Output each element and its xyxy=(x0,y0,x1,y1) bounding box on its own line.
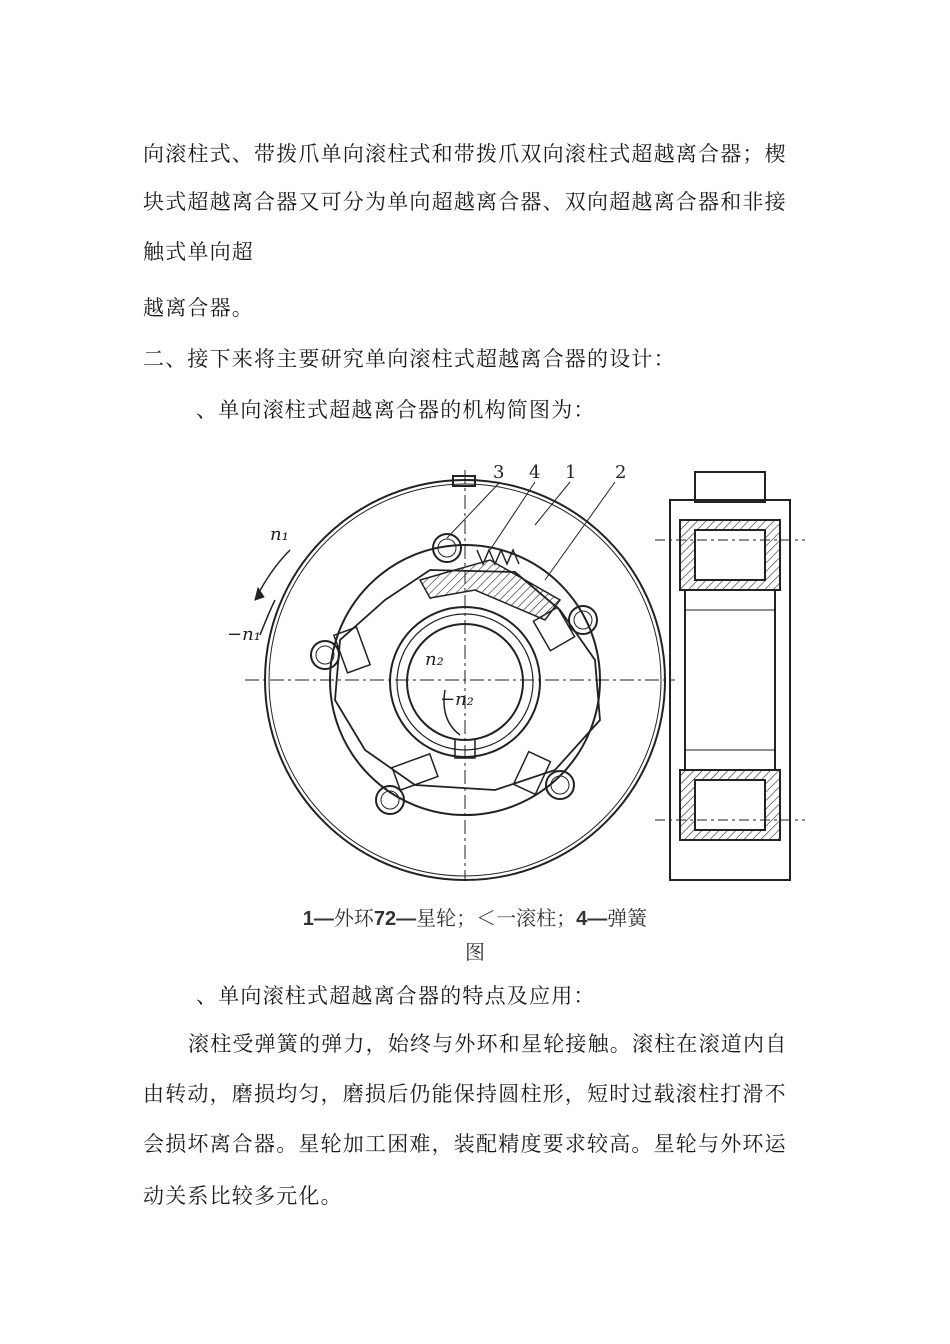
subsection2-heading: 、单向滚柱式超越离合器的特点及应用： xyxy=(196,984,596,1008)
figure-caption-line2: 图 xyxy=(465,940,485,964)
label-neg-n2: −n₂ xyxy=(440,689,474,710)
label-2: 2 xyxy=(615,462,627,483)
label-3: 3 xyxy=(493,462,505,483)
para2-line4: 动关系比较多元化。 xyxy=(143,1184,343,1208)
caption-part3: 72— xyxy=(373,908,417,930)
caption-part4: 星轮；＜一滚柱； xyxy=(416,908,577,930)
clutch-mechanism-diagram xyxy=(215,460,815,890)
para2-line2: 由转动，磨损均匀，磨损后仍能保持圆柱形，短时过载滚柱打滑不 xyxy=(143,1082,787,1106)
para1-line4: 越离合器。 xyxy=(143,296,254,320)
label-n2: n₂ xyxy=(425,649,444,670)
label-neg-n1: −n₁ xyxy=(227,624,261,645)
label-4: 4 xyxy=(529,462,541,483)
para1-line1: 向滚柱式、带拨爪单向滚柱式和带拨爪双向滚柱式超越离合器；楔 xyxy=(143,142,787,166)
subsection1-heading: 、单向滚柱式超越离合器的机构简图为： xyxy=(196,398,596,422)
caption-part5: 4— xyxy=(576,908,608,930)
para1-line3: 触式单向超 xyxy=(143,240,254,264)
section2-heading: 二、接下来将主要研究单向滚柱式超越离合器的设计： xyxy=(143,347,676,371)
caption-part2: 外环 xyxy=(333,908,374,930)
para1-line2: 块式超越离合器又可分为单向超越离合器、双向超越离合器和非接 xyxy=(143,190,787,214)
caption-part6: 弹簧 xyxy=(607,908,648,930)
caption-part1: 1— xyxy=(302,908,334,930)
figure-caption xyxy=(0,902,950,931)
label-1: 1 xyxy=(565,462,577,483)
para2-line1: 滚柱受弹簧的弹力，始终与外环和星轮接触。滚柱在滚道内自 xyxy=(188,1032,788,1056)
label-n1: n₁ xyxy=(270,524,289,545)
para2-line3: 会损坏离合器。星轮加工困难，装配精度要求较高。星轮与外环运 xyxy=(143,1132,787,1156)
